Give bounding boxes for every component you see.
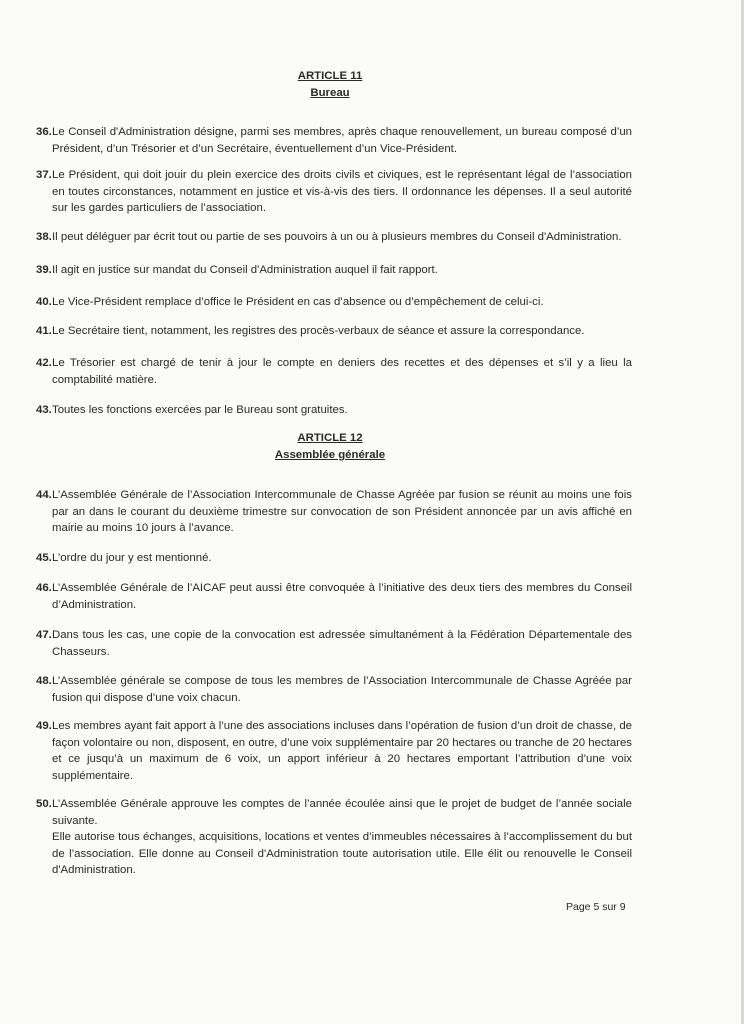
clause-text: Il agit en justice sur mandat du Conseil d'Administration auquel il fait rapport. <box>52 264 438 276</box>
clause-number: 39. <box>36 264 52 276</box>
clause-number: 49. <box>36 720 52 732</box>
clause-number: 41. <box>36 325 52 337</box>
clause-text: L’Assemblée Générale de l’AICAF peut aussi être convoquée à l’initiative des deux tiers des membres du Conseil d’Administration. <box>52 582 632 611</box>
clause-text: Le Président, qui doit jouir du plein exercice des droits civils et civiques, est le représentant légal de l’association en toutes circonstances, notamment en justice et vis-à-vis des tiers. Il ordonnance les dépenses. Il a seul autorité sur les gardes particuliers de l’association. <box>52 169 632 215</box>
clause-text: Les membres ayant fait apport à l’une des associations incluses dans l’opération de fusion d’un droit de chasse, de façon volontaire ou non, disposent, en outre, d’une voix supplémentaire par 20 hectares ou tranche de 20 hectares et ce jusqu’à un maximum de 6 voix, un apport inférieur à 20 hectares emportant l’attribution d’une voix supplémentaire. <box>52 720 632 782</box>
clause-text: Le Trésorier est chargé de tenir à jour le compte en deniers des recettes et des dépenses et s’il y a lieu la comptabilité matière. <box>52 357 632 386</box>
clause-number: 45. <box>36 552 52 564</box>
clause-text: Le Conseil d'Administration désigne, parmi ses membres, après chaque renouvellement, un bureau composé d’un Président, d’un Trésorier et d’un Secrétaire, éventuellement d’un Vice-Président. <box>52 126 632 155</box>
clause-41 <box>36 323 632 340</box>
clause-43 <box>36 402 632 419</box>
clause-number: 43. <box>36 404 52 416</box>
clause-number: 47. <box>36 629 52 641</box>
clause-text: L’ordre du jour y est mentionné. <box>52 552 212 564</box>
clause-text: Le Secrétaire tient, notamment, les registres des procès-verbaux de séance et assure la correspondance. <box>52 325 585 337</box>
clause-number: 50. <box>36 798 52 810</box>
article-11-subtitle: Bureau <box>310 87 350 99</box>
clause-39 <box>36 262 632 279</box>
clause-44 <box>36 487 632 537</box>
clause-49 <box>36 718 632 784</box>
clause-36 <box>36 124 632 157</box>
clause-text: Toutes les fonctions exercées par le Bureau sont gratuites. <box>52 404 348 416</box>
clause-46 <box>36 580 632 613</box>
article-12-title: ARTICLE 12 <box>297 432 363 444</box>
clause-number: 44. <box>36 489 52 501</box>
clause-text: Le Vice-Président remplace d’office le Président en cas d’absence ou d’empêchement de celui-ci. <box>52 296 544 308</box>
clause-text: Dans tous les cas, une copie de la convocation est adressée simultanément à la Fédération Départementale des Chasseurs. <box>52 629 632 658</box>
clause-40 <box>36 294 632 311</box>
clause-number: 46. <box>36 582 52 594</box>
clause-text: L’Assemblée Générale approuve les comptes de l’année écoulée ainsi que le projet de budget de l’année sociale suivante. <box>52 798 632 827</box>
article-12-subtitle: Assemblée générale <box>274 449 386 461</box>
clause-number: 36. <box>36 126 52 138</box>
article-11-title: ARTICLE 11 <box>297 70 363 82</box>
clause-text: Il peut déléguer par écrit tout ou partie de ses pouvoirs à un ou à plusieurs membres du Conseil d'Administration. <box>52 231 622 243</box>
clause-number: 37. <box>36 169 52 181</box>
clause-number: 48. <box>36 675 52 687</box>
clause-number: 42. <box>36 357 52 369</box>
clause-47 <box>36 627 632 660</box>
clause-text: L’Assemblée générale se compose de tous les membres de l’Association Intercommunale de Chasse Agréée par fusion qui dispose d’une voix chacun. <box>52 675 632 704</box>
clause-38 <box>36 229 632 246</box>
page-number: Page 5 sur 9 <box>566 901 626 913</box>
clause-48 <box>36 673 632 706</box>
clause-37 <box>36 167 632 217</box>
clause-number: 38. <box>36 231 52 243</box>
clause-text-continued: Elle autorise tous échanges, acquisitions, locations et ventes d’immeubles nécessaires à l’accomplissement du but de l’association. Elle donne au Conseil d'Administration toute autorisation utile. Elle élit ou renouvelle le Conseil d'Administration. <box>52 831 632 877</box>
clause-45 <box>36 550 632 567</box>
clause-50 <box>36 796 632 879</box>
clause-text: L’Assemblée Générale de l’Association Intercommunale de Chasse Agréée par fusion se réunit au moins une fois par an dans le courant du deuxième trimestre sur convocation de son Président annoncée par un avis affiché en mairie au moins 10 jours à l’avance. <box>52 489 632 535</box>
clause-number: 40. <box>36 296 52 308</box>
clause-42 <box>36 355 632 388</box>
